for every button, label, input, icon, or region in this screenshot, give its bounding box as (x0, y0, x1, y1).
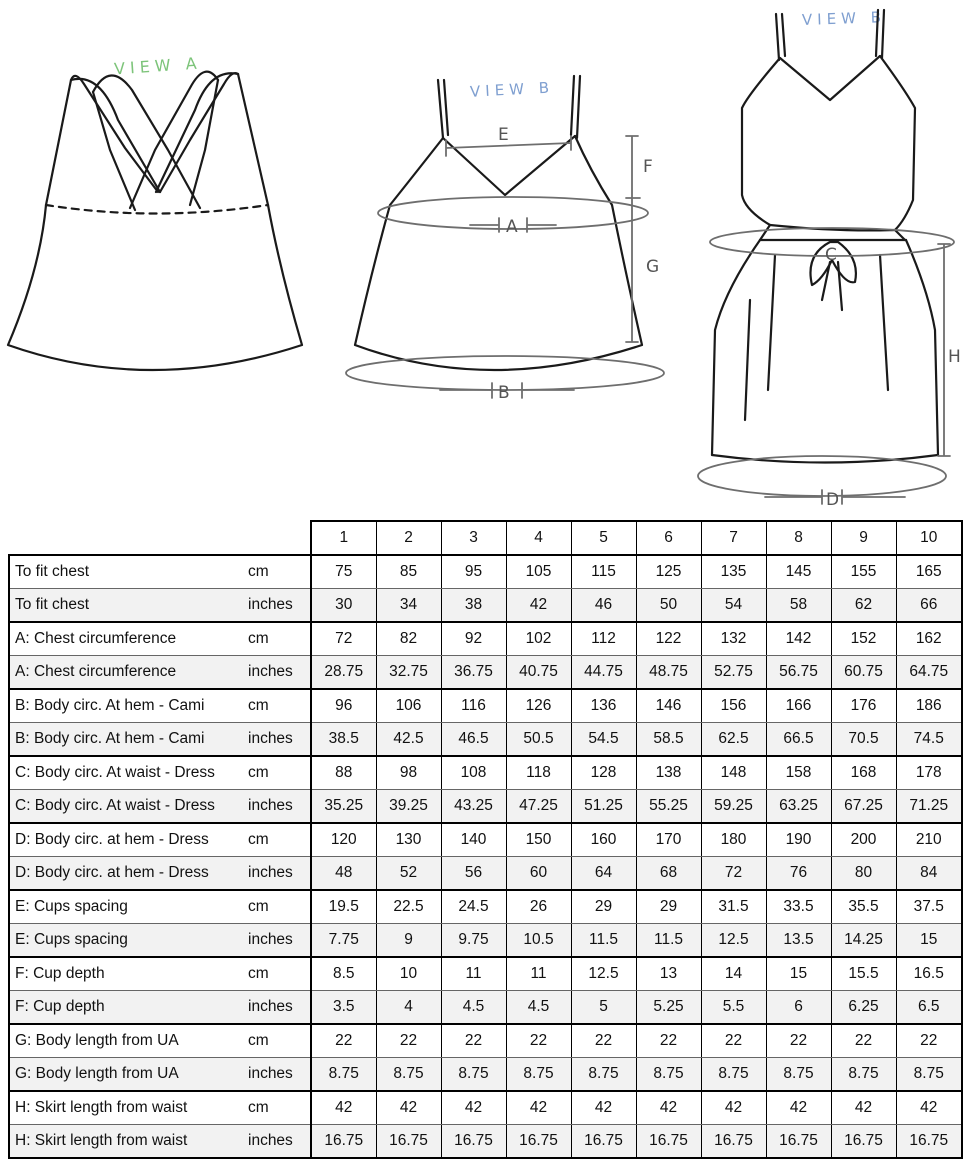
size-7-value: 59.25 (701, 790, 766, 824)
size-2-value: 8.75 (376, 1058, 441, 1092)
measurement-label: G: Body length from UA (9, 1024, 245, 1058)
measurement-label: C: Body circ. At waist - Dress (9, 756, 245, 790)
size-1-value: 7.75 (311, 924, 376, 958)
size-8-value: 22 (766, 1024, 831, 1058)
size-4-value: 47.25 (506, 790, 571, 824)
size-3-value: 16.75 (441, 1125, 506, 1159)
size-chart-table (8, 520, 963, 1159)
measurement-row (9, 1125, 962, 1159)
measure-d-label: D (826, 490, 840, 510)
size-8-value: 190 (766, 823, 831, 857)
size-4-value: 42 (506, 589, 571, 623)
size-8-value: 166 (766, 689, 831, 723)
size-5-value: 160 (571, 823, 636, 857)
size-3-value: 116 (441, 689, 506, 723)
measure-c-label: C (825, 245, 837, 265)
size-3-value: 43.25 (441, 790, 506, 824)
size-9-value: 168 (831, 756, 896, 790)
size-5-value: 11.5 (571, 924, 636, 958)
size-5-value: 8.75 (571, 1058, 636, 1092)
measurement-label: H: Skirt length from waist (9, 1091, 245, 1125)
size-1-value: 16.75 (311, 1125, 376, 1159)
measurement-unit: cm (245, 689, 311, 723)
size-10-value: 74.5 (896, 723, 962, 757)
measurement-unit: inches (245, 589, 311, 623)
size-6-value: 42 (636, 1091, 701, 1125)
size-4-value: 10.5 (506, 924, 571, 958)
size-2-value: 16.75 (376, 1125, 441, 1159)
size-6-value: 125 (636, 555, 701, 589)
size-6-value: 8.75 (636, 1058, 701, 1092)
measurement-row (9, 1024, 962, 1058)
size-1-value: 72 (311, 622, 376, 656)
size-1-value: 48 (311, 857, 376, 891)
size-2-value: 4 (376, 991, 441, 1025)
size-7-value: 12.5 (701, 924, 766, 958)
size-header-1: 1 (311, 521, 376, 555)
measurement-unit: inches (245, 991, 311, 1025)
size-10-value: 8.75 (896, 1058, 962, 1092)
size-2-value: 22.5 (376, 890, 441, 924)
size-4-value: 60 (506, 857, 571, 891)
measurement-unit: inches (245, 1125, 311, 1159)
size-3-value: 56 (441, 857, 506, 891)
size-3-value: 95 (441, 555, 506, 589)
size-1-value: 42 (311, 1091, 376, 1125)
size-2-value: 82 (376, 622, 441, 656)
size-10-value: 162 (896, 622, 962, 656)
size-8-value: 13.5 (766, 924, 831, 958)
size-9-value: 200 (831, 823, 896, 857)
size-8-value: 6 (766, 991, 831, 1025)
size-7-value: 22 (701, 1024, 766, 1058)
size-5-value: 42 (571, 1091, 636, 1125)
size-8-value: 33.5 (766, 890, 831, 924)
size-7-value: 5.5 (701, 991, 766, 1025)
size-8-value: 76 (766, 857, 831, 891)
measurement-unit: inches (245, 656, 311, 690)
size-header-4: 4 (506, 521, 571, 555)
view-b-dress-label: VIEW B (801, 8, 887, 29)
size-8-value: 66.5 (766, 723, 831, 757)
size-5-value: 5 (571, 991, 636, 1025)
size-6-value: 146 (636, 689, 701, 723)
size-1-value: 35.25 (311, 790, 376, 824)
size-7-value: 54 (701, 589, 766, 623)
size-header-9: 9 (831, 521, 896, 555)
size-10-value: 186 (896, 689, 962, 723)
garment-sketches-svg (0, 0, 973, 515)
size-2-value: 52 (376, 857, 441, 891)
measurement-label: E: Cups spacing (9, 890, 245, 924)
size-9-value: 6.25 (831, 991, 896, 1025)
size-9-value: 60.75 (831, 656, 896, 690)
measurement-row (9, 1091, 962, 1125)
size-2-value: 39.25 (376, 790, 441, 824)
size-5-value: 22 (571, 1024, 636, 1058)
size-3-value: 22 (441, 1024, 506, 1058)
size-2-value: 130 (376, 823, 441, 857)
size-6-value: 55.25 (636, 790, 701, 824)
size-8-value: 142 (766, 622, 831, 656)
size-3-value: 36.75 (441, 656, 506, 690)
size-9-value: 8.75 (831, 1058, 896, 1092)
size-header-10: 10 (896, 521, 962, 555)
measurement-row (9, 890, 962, 924)
size-header-6: 6 (636, 521, 701, 555)
size-6-value: 13 (636, 957, 701, 991)
size-3-value: 38 (441, 589, 506, 623)
measurement-row (9, 957, 962, 991)
size-7-value: 180 (701, 823, 766, 857)
size-4-value: 16.75 (506, 1125, 571, 1159)
size-6-value: 122 (636, 622, 701, 656)
size-7-value: 72 (701, 857, 766, 891)
size-9-value: 16.75 (831, 1125, 896, 1159)
measurement-row (9, 622, 962, 656)
size-9-value: 67.25 (831, 790, 896, 824)
measurement-unit: cm (245, 555, 311, 589)
size-10-value: 64.75 (896, 656, 962, 690)
size-9-value: 155 (831, 555, 896, 589)
measurement-unit: inches (245, 790, 311, 824)
size-6-value: 170 (636, 823, 701, 857)
size-6-value: 5.25 (636, 991, 701, 1025)
size-4-value: 118 (506, 756, 571, 790)
size-1-value: 88 (311, 756, 376, 790)
size-3-value: 42 (441, 1091, 506, 1125)
size-8-value: 8.75 (766, 1058, 831, 1092)
measurement-row (9, 589, 962, 623)
size-1-value: 38.5 (311, 723, 376, 757)
measurement-unit: cm (245, 957, 311, 991)
measurement-unit: cm (245, 890, 311, 924)
measurement-row (9, 656, 962, 690)
view-b-dress-drawing (698, 8, 961, 510)
size-9-value: 152 (831, 622, 896, 656)
view-b-cami-label: VIEW B (469, 78, 555, 101)
size-3-value: 9.75 (441, 924, 506, 958)
size-5-value: 136 (571, 689, 636, 723)
size-3-value: 11 (441, 957, 506, 991)
size-7-value: 132 (701, 622, 766, 656)
size-8-value: 58 (766, 589, 831, 623)
measurement-unit: inches (245, 723, 311, 757)
size-5-value: 64 (571, 857, 636, 891)
size-6-value: 138 (636, 756, 701, 790)
size-4-value: 4.5 (506, 991, 571, 1025)
size-8-value: 158 (766, 756, 831, 790)
size-10-value: 210 (896, 823, 962, 857)
measure-h-label: H (948, 347, 961, 367)
view-a-drawing (8, 53, 302, 370)
size-1-value: 75 (311, 555, 376, 589)
measurement-label: G: Body length from UA (9, 1058, 245, 1092)
garment-illustrations (0, 0, 973, 515)
measurement-row (9, 689, 962, 723)
measurement-label: C: Body circ. At waist - Dress (9, 790, 245, 824)
size-10-value: 37.5 (896, 890, 962, 924)
header-corner (9, 521, 311, 555)
size-3-value: 108 (441, 756, 506, 790)
size-4-value: 40.75 (506, 656, 571, 690)
size-header-5: 5 (571, 521, 636, 555)
size-3-value: 140 (441, 823, 506, 857)
size-10-value: 16.75 (896, 1125, 962, 1159)
size-6-value: 11.5 (636, 924, 701, 958)
size-1-value: 22 (311, 1024, 376, 1058)
view-a-label: VIEW A (113, 53, 203, 79)
size-7-value: 52.75 (701, 656, 766, 690)
size-1-value: 120 (311, 823, 376, 857)
size-7-value: 16.75 (701, 1125, 766, 1159)
size-9-value: 35.5 (831, 890, 896, 924)
size-5-value: 29 (571, 890, 636, 924)
measurement-row (9, 991, 962, 1025)
size-1-value: 30 (311, 589, 376, 623)
measurement-label: D: Body circ. at hem - Dress (9, 823, 245, 857)
measurement-label: D: Body circ. at hem - Dress (9, 857, 245, 891)
size-10-value: 15 (896, 924, 962, 958)
size-7-value: 62.5 (701, 723, 766, 757)
size-8-value: 16.75 (766, 1125, 831, 1159)
size-7-value: 156 (701, 689, 766, 723)
size-5-value: 16.75 (571, 1125, 636, 1159)
size-9-value: 42 (831, 1091, 896, 1125)
size-7-value: 42 (701, 1091, 766, 1125)
measurement-label: B: Body circ. At hem - Cami (9, 723, 245, 757)
size-9-value: 62 (831, 589, 896, 623)
size-1-value: 8.5 (311, 957, 376, 991)
size-4-value: 50.5 (506, 723, 571, 757)
size-10-value: 165 (896, 555, 962, 589)
measurement-unit: cm (245, 756, 311, 790)
measurement-label: E: Cups spacing (9, 924, 245, 958)
size-5-value: 46 (571, 589, 636, 623)
size-1-value: 28.75 (311, 656, 376, 690)
size-6-value: 50 (636, 589, 701, 623)
size-10-value: 6.5 (896, 991, 962, 1025)
size-2-value: 9 (376, 924, 441, 958)
measurement-label: To fit chest (9, 589, 245, 623)
size-3-value: 24.5 (441, 890, 506, 924)
size-4-value: 22 (506, 1024, 571, 1058)
measure-g-label: G (646, 257, 660, 277)
measurement-row (9, 790, 962, 824)
size-header-7: 7 (701, 521, 766, 555)
size-10-value: 22 (896, 1024, 962, 1058)
size-5-value: 44.75 (571, 656, 636, 690)
size-3-value: 92 (441, 622, 506, 656)
size-2-value: 98 (376, 756, 441, 790)
size-2-value: 32.75 (376, 656, 441, 690)
size-4-value: 150 (506, 823, 571, 857)
measurement-row (9, 723, 962, 757)
size-6-value: 16.75 (636, 1125, 701, 1159)
size-2-value: 106 (376, 689, 441, 723)
size-4-value: 126 (506, 689, 571, 723)
size-6-value: 22 (636, 1024, 701, 1058)
size-7-value: 135 (701, 555, 766, 589)
size-header-8: 8 (766, 521, 831, 555)
size-8-value: 145 (766, 555, 831, 589)
size-4-value: 8.75 (506, 1058, 571, 1092)
size-9-value: 70.5 (831, 723, 896, 757)
size-7-value: 14 (701, 957, 766, 991)
size-5-value: 128 (571, 756, 636, 790)
measurement-unit: inches (245, 924, 311, 958)
size-header-3: 3 (441, 521, 506, 555)
view-b-cami-drawing (346, 76, 664, 403)
measurement-row (9, 756, 962, 790)
measurement-label: A: Chest circumference (9, 656, 245, 690)
measurement-unit: cm (245, 823, 311, 857)
size-1-value: 19.5 (311, 890, 376, 924)
size-chart-body (9, 555, 962, 1158)
size-6-value: 68 (636, 857, 701, 891)
measurement-unit: inches (245, 857, 311, 891)
size-2-value: 85 (376, 555, 441, 589)
measurement-label: B: Body circ. At hem - Cami (9, 689, 245, 723)
measure-e-label: E (498, 125, 509, 145)
measurement-label: F: Cup depth (9, 957, 245, 991)
size-9-value: 14.25 (831, 924, 896, 958)
size-1-value: 8.75 (311, 1058, 376, 1092)
measurement-unit: cm (245, 622, 311, 656)
size-5-value: 51.25 (571, 790, 636, 824)
size-9-value: 80 (831, 857, 896, 891)
size-2-value: 42 (376, 1091, 441, 1125)
size-7-value: 148 (701, 756, 766, 790)
size-4-value: 26 (506, 890, 571, 924)
size-10-value: 71.25 (896, 790, 962, 824)
measurement-row (9, 555, 962, 589)
size-10-value: 84 (896, 857, 962, 891)
size-header-2: 2 (376, 521, 441, 555)
size-8-value: 63.25 (766, 790, 831, 824)
measure-b-label: B (498, 383, 510, 403)
measurement-label: To fit chest (9, 555, 245, 589)
size-8-value: 56.75 (766, 656, 831, 690)
size-header-row (9, 521, 962, 555)
size-10-value: 16.5 (896, 957, 962, 991)
size-2-value: 10 (376, 957, 441, 991)
measurement-label: A: Chest circumference (9, 622, 245, 656)
size-6-value: 29 (636, 890, 701, 924)
size-8-value: 42 (766, 1091, 831, 1125)
measure-a-label: A (506, 217, 518, 237)
size-7-value: 8.75 (701, 1058, 766, 1092)
measurement-row (9, 823, 962, 857)
size-3-value: 8.75 (441, 1058, 506, 1092)
size-10-value: 178 (896, 756, 962, 790)
measurement-label: H: Skirt length from waist (9, 1125, 245, 1159)
measurement-row (9, 1058, 962, 1092)
measurement-unit: inches (245, 1058, 311, 1092)
size-9-value: 22 (831, 1024, 896, 1058)
measurement-label: F: Cup depth (9, 991, 245, 1025)
size-2-value: 22 (376, 1024, 441, 1058)
size-7-value: 31.5 (701, 890, 766, 924)
size-4-value: 42 (506, 1091, 571, 1125)
size-1-value: 3.5 (311, 991, 376, 1025)
measurement-unit: cm (245, 1091, 311, 1125)
size-5-value: 54.5 (571, 723, 636, 757)
measurement-row (9, 857, 962, 891)
size-5-value: 12.5 (571, 957, 636, 991)
size-10-value: 42 (896, 1091, 962, 1125)
measure-f-label: F (643, 157, 653, 177)
size-9-value: 176 (831, 689, 896, 723)
size-5-value: 115 (571, 555, 636, 589)
size-9-value: 15.5 (831, 957, 896, 991)
size-5-value: 112 (571, 622, 636, 656)
size-4-value: 11 (506, 957, 571, 991)
size-6-value: 58.5 (636, 723, 701, 757)
size-2-value: 34 (376, 589, 441, 623)
size-6-value: 48.75 (636, 656, 701, 690)
size-8-value: 15 (766, 957, 831, 991)
size-1-value: 96 (311, 689, 376, 723)
size-3-value: 4.5 (441, 991, 506, 1025)
size-4-value: 105 (506, 555, 571, 589)
measurement-unit: cm (245, 1024, 311, 1058)
size-10-value: 66 (896, 589, 962, 623)
size-4-value: 102 (506, 622, 571, 656)
size-3-value: 46.5 (441, 723, 506, 757)
size-2-value: 42.5 (376, 723, 441, 757)
measurement-row (9, 924, 962, 958)
